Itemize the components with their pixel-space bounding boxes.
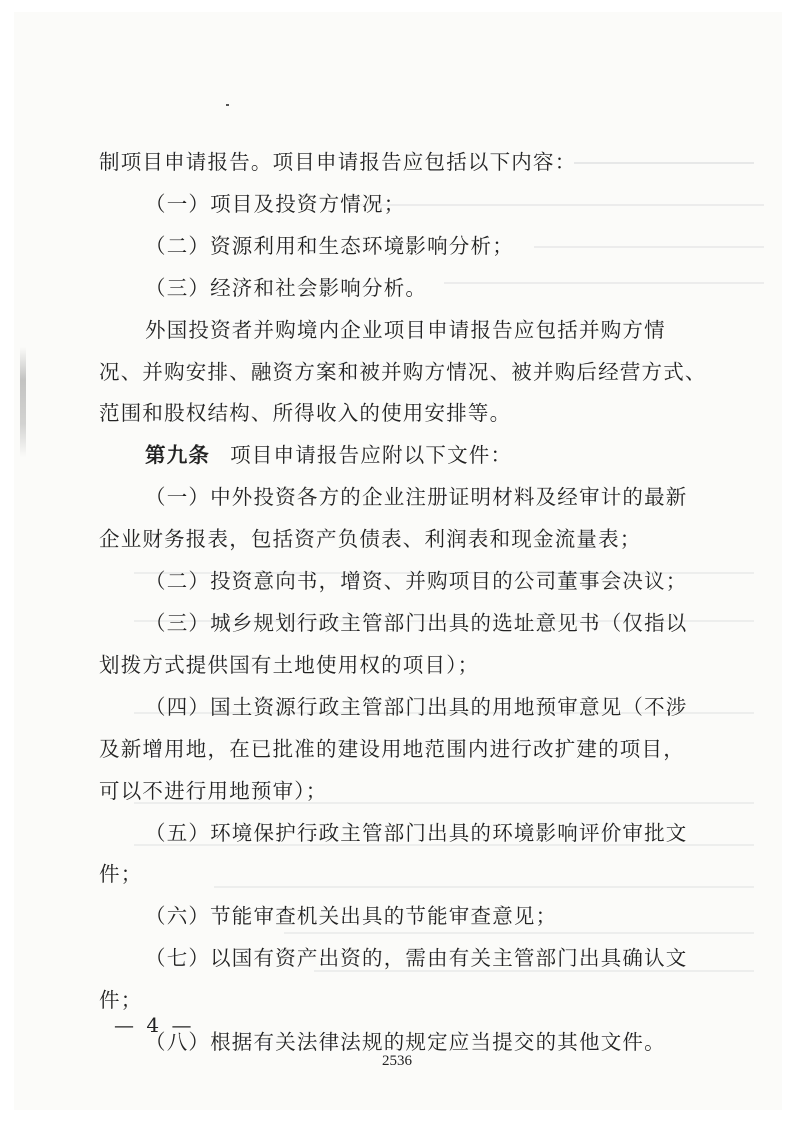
list-item: （一）中外投资各方的企业注册证明材料及经审计的最新 (145, 485, 688, 510)
paragraph: 况、并购安排、融资方案和被并购方情况、被并购后经营方式、 (99, 359, 707, 384)
document-body (99, 142, 719, 1064)
paragraph: 制项目申请报告。项目申请报告应包括以下内容： (99, 150, 577, 174)
list-item-continuation: 件； (99, 988, 143, 1013)
list-item: （七）以国有资产出资的，需由有关主管部门出具确认文 (145, 946, 688, 971)
list-item: （八）根据有关法律法规的规定应当提交的其他文件。 (145, 1030, 666, 1055)
list-item-continuation: 划拨方式提供国有土地使用权的项目）； (99, 652, 480, 677)
speck (226, 104, 229, 106)
article-heading: 第九条 (145, 443, 211, 468)
list-item: （三）城乡规划行政主管部门出具的选址意见书（仅指以 (145, 610, 688, 635)
article-line (99, 435, 719, 477)
list-item-continuation: 件； (99, 862, 143, 887)
paragraph: 外国投资者并购境内企业项目申请报告应包括并购方情 (145, 317, 666, 342)
paragraph: 范围和股权结构、所得收入的使用安排等。 (99, 401, 512, 426)
list-item-continuation: 可以不进行用地预审）； (99, 778, 328, 803)
list-item-continuation: 及新增用地，在已批准的建设用地范围内进行改扩建的项目， (99, 736, 685, 761)
scan-edge-mark (20, 347, 26, 457)
article-text: 项目申请报告应附以下文件： (230, 443, 513, 468)
list-item: （四）国土资源行政主管部门出具的用地预审意见（不涉 (145, 694, 688, 719)
page-number: — 4 — (114, 1013, 195, 1037)
list-item: （六）节能审查机关出具的节能审查意见； (145, 904, 558, 929)
list-item: （二）投资意向书，增资、并购项目的公司董事会决议； (145, 569, 688, 594)
list-item-continuation: 企业财务报表，包括资产负债表、利润表和现金流量表； (99, 527, 642, 552)
list-item: （二）资源利用和生态环境影响分析； (145, 233, 514, 258)
list-item: （三）经济和社会影响分析。 (145, 275, 428, 300)
archive-number: 2536 (382, 1053, 412, 1069)
list-item: （一）项目及投资方情况； (145, 191, 406, 216)
list-item: （五）环境保护行政主管部门出具的环境影响评价审批文 (145, 820, 688, 845)
